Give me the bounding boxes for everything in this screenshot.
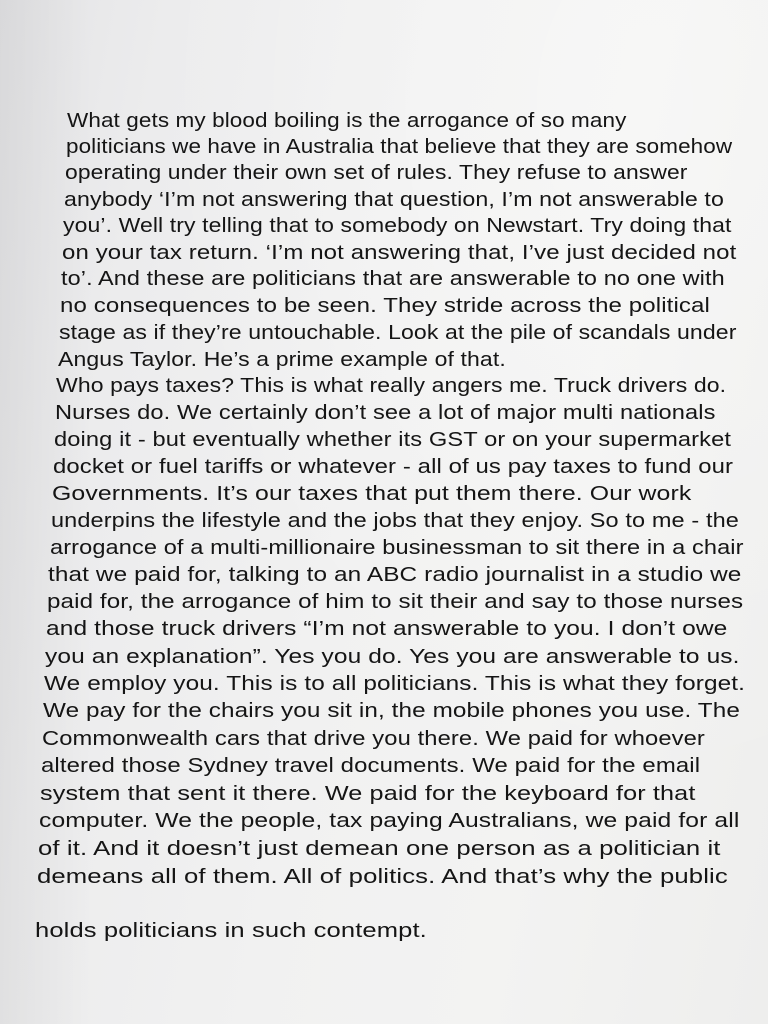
text-line: arrogance of a multi-millionaire businessman to sit there in a chair (50, 537, 744, 559)
text-line: of it. And it doesn’t just demean one person as a politician it (38, 838, 721, 860)
text-line: Angus Taylor. He’s a prime example of that. (58, 349, 506, 371)
text-line: Who pays taxes? This is what really angers me. Truck drivers do. (56, 375, 727, 397)
text-line: Governments. It’s our taxes that put them there. Our work (52, 483, 692, 505)
text-line: demeans all of them. All of politics. And that’s why the public (37, 866, 728, 888)
text-line: What gets my blood boiling is the arrogance of so many (67, 110, 627, 132)
text-line: paid for, the arrogance of him to sit their and say to those nurses (47, 591, 744, 613)
text-line: computer. We the people, tax paying Australians, we paid for all (39, 810, 740, 832)
text-line: you’. Well try telling that to somebody on Newstart. Try doing that (63, 215, 732, 237)
text-line: holds politicians in such contempt. (35, 920, 427, 942)
text-line: on your tax return. ‘I’m not answering that, I’ve just decided not (62, 242, 737, 264)
text-line: Commonwealth cars that drive you there. We paid for whoever (42, 728, 705, 750)
text-line: altered those Sydney travel documents. We paid for the email (41, 755, 701, 777)
text-line: doing it - but eventually whether its GST or on your supermarket (54, 429, 732, 451)
text-line: system that sent it there. We paid for the keyboard for that (40, 783, 696, 805)
text-line: and those truck drivers “I’m not answerable to you. I don’t owe (46, 618, 728, 640)
text-line: underpins the lifestyle and the jobs that they enjoy. So to me - the (51, 510, 739, 532)
text-line: We employ you. This is to all politicians. This is what they forget. (44, 673, 746, 695)
text-line: docket or fuel tariffs or whatever - all of us pay taxes to fund our (53, 456, 734, 478)
text-line: you an explanation”. Yes you do. Yes you are answerable to us. (45, 646, 740, 668)
text-line: stage as if they’re untouchable. Look at the pile of scandals under (59, 322, 737, 344)
text-line: to’. And these are politicians that are answerable to no one with (61, 268, 725, 290)
text-line: operating under their own set of rules. They refuse to answer (65, 162, 688, 184)
text-line: politicians we have in Australia that believe that they are somehow (66, 136, 733, 158)
text-line: We pay for the chairs you sit in, the mobile phones you use. The (43, 700, 740, 722)
text-line: that we paid for, talking to an ABC radio journalist in a studio we (48, 564, 742, 586)
text-line: Nurses do. We certainly don’t see a lot of major multi nationals (55, 402, 716, 424)
text-line: no consequences to be seen. They stride across the political (60, 295, 710, 317)
text-line: anybody ‘I’m not answering that question, I’m not answerable to (64, 189, 724, 211)
